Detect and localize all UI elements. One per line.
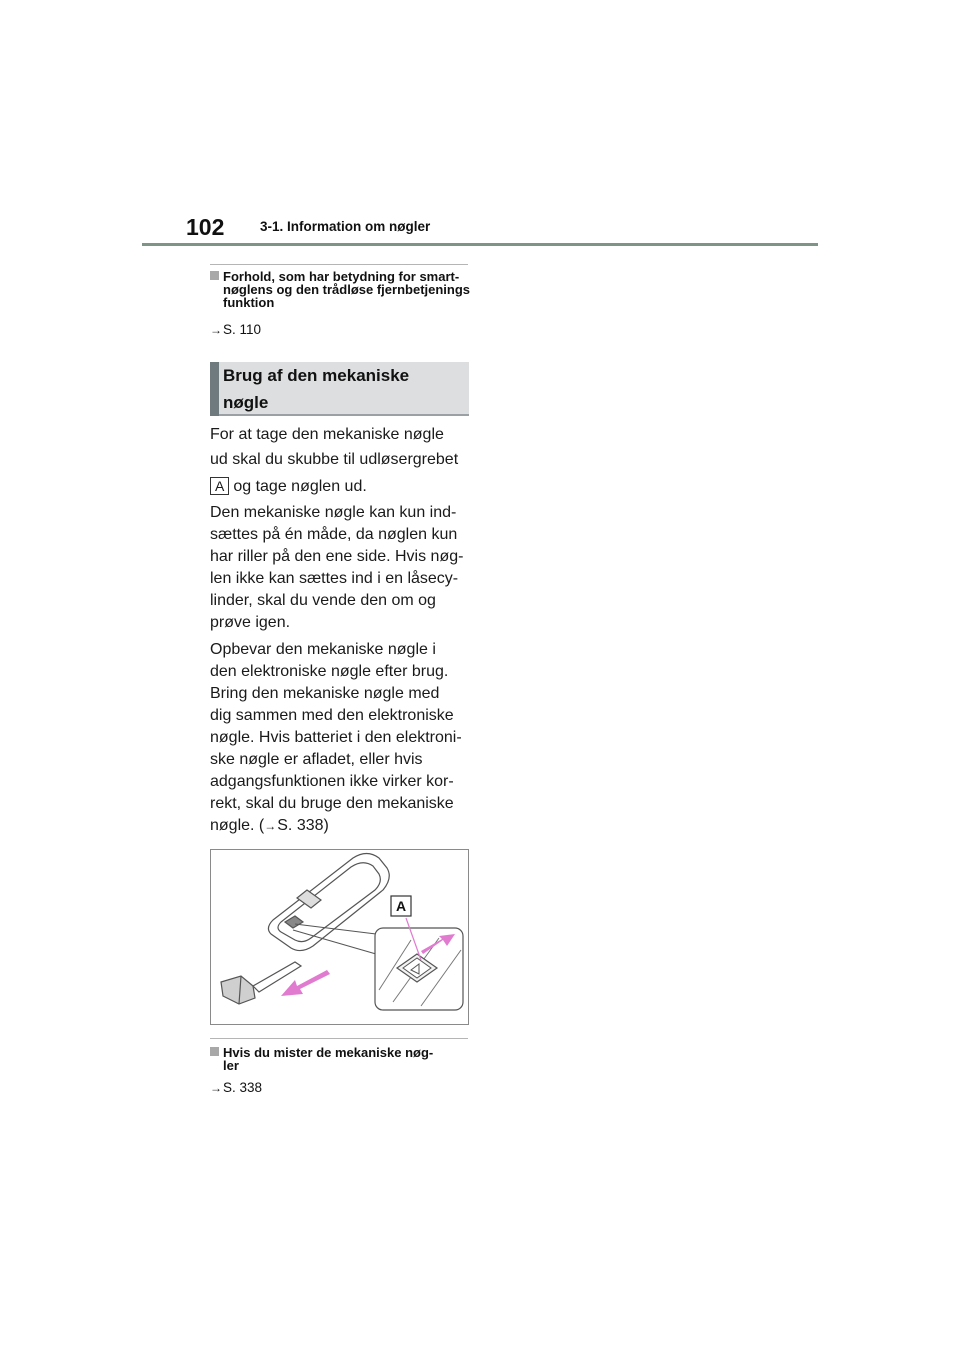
paragraph-text: ) (323, 817, 329, 834)
paragraph-line: adgangsfunktionen ikke virker kor- (210, 773, 454, 790)
paragraph-line-last (210, 815, 480, 837)
paragraph-line: har riller på den ene side. Hvis nøg- (210, 548, 464, 565)
paragraph-line: rekt, skal du bruge den mekaniske (210, 795, 454, 812)
reference-text: S. 338 (223, 1080, 263, 1095)
figure-label-text: A (395, 898, 407, 914)
paragraph-line (210, 476, 480, 498)
paragraph-line: For at tage den mekaniske nøgle (210, 426, 444, 443)
reference-arrow-icon: → (210, 323, 222, 337)
release-lever-detail-icon (375, 918, 463, 1010)
paragraph-line: ske nøgle er afladet, eller hvis (210, 751, 423, 768)
reference-text: S. 110 (223, 322, 262, 337)
smart-key-fob-icon (268, 854, 389, 951)
subsection-heading-text (223, 1046, 472, 1072)
paragraph-line: prøve igen. (210, 614, 291, 631)
bullet-square-icon (210, 271, 219, 280)
paragraph-remove-key (210, 424, 480, 498)
heading-line-2: nøgle (223, 393, 269, 412)
page-reference-conditions[interactable] (210, 322, 261, 337)
paragraph-text: nøgle. ( (210, 817, 265, 834)
paragraph-line: ud skal du skubbe til udløsergrebet (210, 451, 459, 468)
page-number: 102 (186, 214, 225, 240)
key-illustration (210, 849, 469, 1025)
label-a-badge: A (210, 477, 229, 495)
paragraph-line: dig sammen med den elektroniske (210, 707, 454, 724)
bullet-square-icon (210, 1047, 219, 1056)
reference-arrow-icon: → (210, 1081, 222, 1095)
section-heading-box (210, 362, 469, 416)
paragraph-line: den elektroniske nøgle efter brug. (210, 663, 449, 680)
subsection-heading-text: Forhold, som har betydning for smart-nøglens og den trådløse fjernbetjenings funktion (223, 269, 471, 310)
paragraph-line: Bring den mekaniske nøgle med (210, 685, 440, 702)
paragraph-key-storage (210, 639, 480, 815)
heading-line-2: ler (223, 1058, 239, 1073)
subsection-divider (210, 264, 468, 265)
paragraph-line: Den mekaniske nøgle kan kun ind- (210, 504, 457, 521)
section-heading-title (223, 362, 409, 416)
heading-accent-bar (210, 362, 219, 416)
heading-line-1: Brug af den mekaniske (223, 366, 410, 385)
paragraph-line: linder, skal du vende den om og (210, 592, 436, 609)
heading-line-1: Hvis du mister de mekaniske nøg- (223, 1045, 434, 1060)
paragraph-line: Opbevar den mekaniske nøgle i (210, 641, 436, 658)
subsection-heading-conditions (210, 270, 472, 309)
subsection-heading-lost-keys (210, 1046, 472, 1072)
paragraph-line: sættes på én måde, da nøglen kun (210, 526, 458, 543)
paragraph-line: len ikke kan sættes ind i en låsecy- (210, 570, 459, 587)
page-reference-338[interactable]: S. 338 (277, 817, 324, 834)
mechanical-key-icon (221, 962, 301, 1004)
header-divider (142, 243, 818, 246)
figure-label-a (391, 896, 411, 916)
paragraph-line: nøgle. Hvis batteriet i den elektroni- (210, 729, 462, 746)
paragraph-key-orientation (210, 502, 480, 634)
reference-arrow-icon: → (264, 819, 277, 833)
section-title: 3-1. Information om nøgler (260, 219, 431, 234)
paragraph-line-text: og tage nøglen ud. (233, 478, 367, 495)
subsection-divider (210, 1038, 468, 1039)
page-reference-lost-keys[interactable] (210, 1080, 262, 1095)
